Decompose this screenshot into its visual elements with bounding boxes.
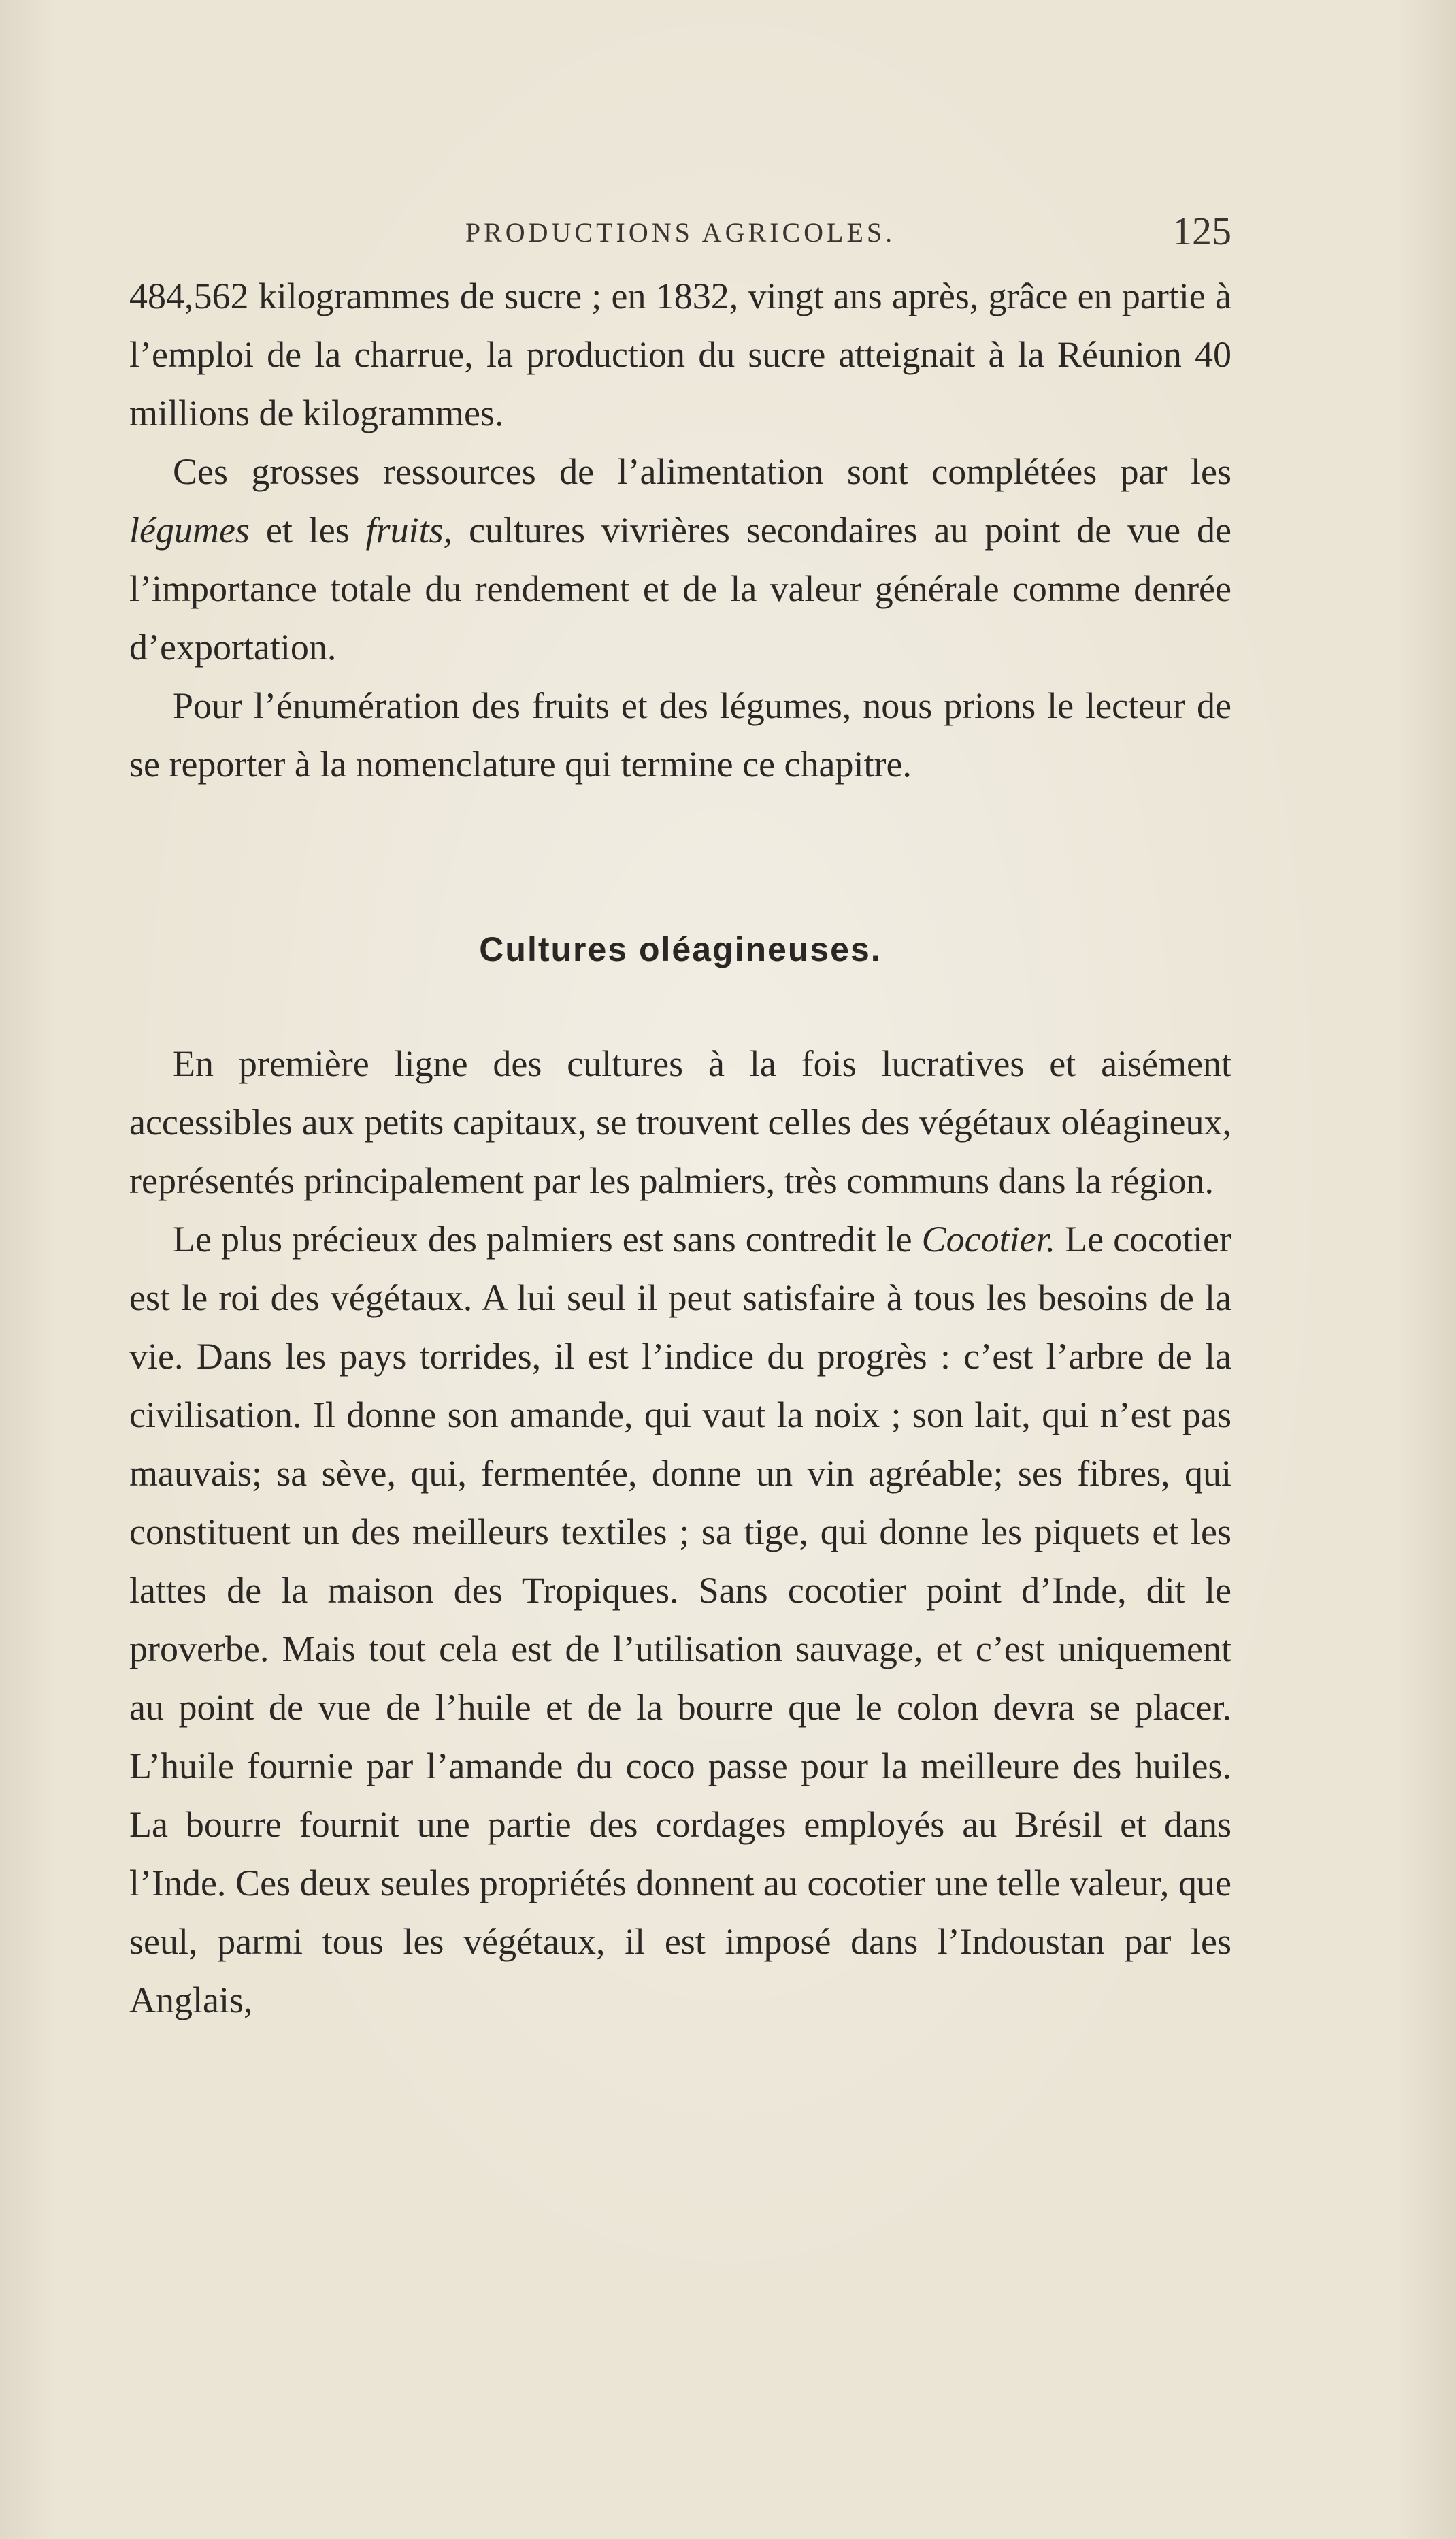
page-header: [129, 209, 1231, 253]
paragraph-text: Le plus précieux des palmiers est sans contredit le: [173, 1219, 922, 1260]
page-number: 125: [1172, 209, 1231, 253]
running-head: PRODUCTIONS AGRICOLES.: [465, 217, 896, 248]
italic-term-cocotier: Cocotier.: [921, 1219, 1056, 1260]
italic-term-fruits: fruits,: [365, 510, 453, 551]
body-text-upper: [129, 267, 1231, 793]
italic-term-legumes: légumes: [129, 510, 250, 551]
body-text-lower: [129, 1034, 1231, 2029]
paragraph-text: Ces grosses ressources de l’alimentation sont complétées par les: [173, 451, 1231, 492]
paragraph-coconut-palm: [129, 1210, 1231, 2029]
paragraph-text: et les: [249, 510, 366, 551]
paragraph-sugar-production: 484,562 kilogrammes de sucre ; en 1832, vingt ans après, grâce en partie à l’emploi de la charrue, la production du sucre atteignait à la Réunion 40 millions de kilogrammes.: [129, 276, 1231, 433]
paragraph-text: cultures vivrières secondaires au point de vue de l’importance totale du rendement et de la valeur générale comme denrée d’exportation.: [129, 510, 1231, 668]
paragraph-oleaginous-plants: En première ligne des cultures à la fois lucratives et aisément accessibles aux petits capitaux, se trouvent celles des végétaux oléagineux, représentés principalement par les palmiers, très communs dans la région.: [129, 1043, 1231, 1201]
paragraph-text: Le cocotier est le roi des végétaux. A lui seul il peut satisfaire à tous les besoins de la vie. Dans les pays torrides, il est l’indice du progrès : c’est l’arbre de la civilisation. Il donne son amande, qui vaut la noix ; son lait, qui n’est pas mauvais; sa sève, qui, fermentée, donne un vin agréable; ses fibres, qui constituent un des meilleurs textiles ; sa tige, qui donne les piquets et les lattes de la maison des Tropiques. Sans cocotier point d’Inde, dit le proverbe. Mais tout cela est de l’utilisation sauvage, et c’est uniquement au point de vue de l’huile et de la bourre que le colon devra se placer. L’huile fournie par l’amande du coco passe pour la meilleure des huiles. La bourre fournit une partie des cordages employés au Brésil et dans l’Inde. Ces deux seules propriétés donnent au cocotier une telle valeur, que seul, parmi tous les végétaux, il est imposé dans l’Indoustan par les Anglais,: [129, 1219, 1231, 2020]
paragraph-vegetables-fruits: [129, 442, 1231, 676]
paragraph-nomenclature-reference: Pour l’énumération des fruits et des légumes, nous prions le lecteur de se reporter à la nomenclature qui termine ce chapitre.: [129, 685, 1231, 785]
section-title: Cultures oléagineuses.: [479, 930, 882, 968]
